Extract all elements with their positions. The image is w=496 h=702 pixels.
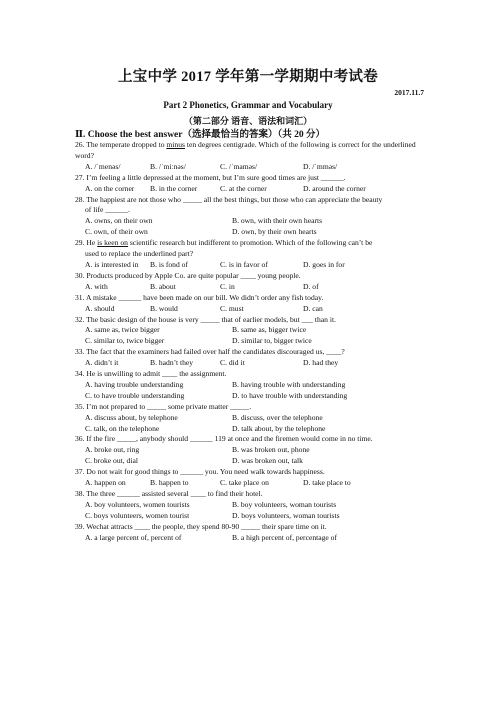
question-stem (75, 489, 423, 500)
stem-text: ten degrees centigrade. Which of the following is correct for the underlined word? (75, 140, 416, 160)
stem-text: The fact that the examiners had failed over half the candidates discouraged us, ____? (86, 347, 345, 357)
question-stem (75, 347, 423, 358)
answer-option: B. own, with their own hearts (232, 216, 323, 226)
answer-option: D. was broken out, talk (232, 456, 303, 466)
part-heading: Part 2 Phonetics, Grammar and Vocabulary (163, 100, 333, 110)
stem-text: If the fire _____, anybody should ______ 119 at once and the firemen would come in no time. (86, 434, 373, 444)
question-number: 36. (75, 434, 87, 444)
part-heading-chinese: （第二部分 语音、语法和词汇） (183, 116, 313, 126)
options-row (75, 533, 423, 544)
question-number: 30. (75, 270, 87, 280)
question-item (75, 402, 423, 435)
answer-option: D. own, by their own hearts (232, 227, 317, 237)
stem-text: Do not wait for good things to ______ you. You need walk towards happiness. (86, 467, 325, 477)
options-row (75, 184, 423, 195)
stem-text: The happiest are not those who _____ all the best things, but those who can appreciate the beauty (86, 194, 383, 204)
answer-option: D. can (303, 303, 323, 313)
answer-option: D. to have trouble with understanding (232, 390, 348, 400)
answer-option: A. should (85, 303, 115, 313)
stem-text: I’m not prepared to _____ some private matter _____. (86, 401, 252, 411)
question-number: 35. (75, 401, 87, 411)
answer-option: D. of (303, 281, 319, 291)
question-number: 26. (75, 140, 87, 149)
question-item (75, 522, 423, 544)
stem-text: Wechat attracts ____ the people, they spend 80-90 _____ their spare time on it. (86, 521, 327, 531)
answer-option: B. about (150, 281, 176, 291)
question-item (75, 467, 423, 489)
options-row (75, 500, 423, 511)
question-stem (75, 140, 423, 162)
answer-option: B. /ˈmiːnəs/ (150, 161, 186, 171)
question-number: 28. (75, 194, 87, 204)
answer-option: A. a large percent of, percent of (85, 532, 182, 542)
stem-text: I’m feeling a little depressed at the moment, but I’m sure good times are just ______. (86, 172, 346, 182)
answer-option: B. a high percent of, percentage of (232, 532, 337, 542)
answer-option: A. discuss about, by telephone (85, 412, 178, 422)
answer-option: A. happen on (85, 478, 126, 488)
options-row (75, 511, 423, 522)
question-item (75, 369, 423, 402)
options-row (75, 478, 423, 489)
options-row (75, 216, 423, 227)
options-row (75, 260, 423, 271)
stem-text: He is unwilling to admit ____ the assignment. (86, 369, 227, 379)
answer-option: A. owns, on their own (85, 216, 153, 226)
answer-option: A. is interested in (85, 259, 139, 269)
answer-option: C. talk, on the telephone (85, 423, 160, 433)
answer-option: B. discuss, over the telephone (232, 412, 323, 422)
question-item (75, 293, 423, 315)
question-item (75, 238, 423, 271)
options-row (75, 227, 423, 238)
question-list (75, 140, 423, 544)
answer-option: B. was broken out, phone (232, 445, 310, 455)
options-row (75, 456, 423, 467)
options-row (75, 424, 423, 435)
question-stem (75, 522, 423, 533)
options-row (75, 413, 423, 424)
answer-option: C. take place on (220, 478, 269, 488)
question-item (75, 315, 423, 348)
answer-option: B. boy volunteers, woman tourists (232, 499, 337, 509)
answer-option: C. must (220, 303, 244, 313)
question-stem (75, 293, 423, 304)
answer-option: D. take place to (303, 478, 351, 488)
stem-text: He (86, 238, 98, 248)
options-row (75, 162, 423, 173)
answer-option: A. with (85, 281, 108, 291)
question-stem (75, 402, 423, 413)
answer-option: D. similar to, bigger twice (232, 336, 312, 346)
answer-option: A. having trouble understanding (85, 379, 184, 389)
question-stem (75, 195, 423, 206)
answer-option: B. having trouble with understanding (232, 379, 346, 389)
question-stem (75, 173, 423, 184)
question-number: 33. (75, 347, 87, 357)
answer-option: C. own, of their own (85, 227, 148, 237)
answer-option: B. would (150, 303, 178, 313)
answer-option: A. same as, twice bigger (85, 325, 160, 335)
answer-option: A. broke out, ring (85, 445, 140, 455)
question-number: 27. (75, 172, 87, 182)
answer-option: C. is in favor of (220, 259, 268, 269)
options-row (75, 380, 423, 391)
stem-continuation: used to replace the underlined part? (85, 249, 194, 259)
question-item (75, 173, 423, 195)
question-stem (75, 315, 423, 326)
underlined-word: is keen on (97, 238, 128, 248)
answer-option: C. in (220, 281, 235, 291)
options-row (75, 336, 423, 347)
stem-text: The basic design of the house is very _____ that of earlier models, but ___ than it. (86, 314, 336, 324)
answer-option: C. at the corner (220, 183, 267, 193)
answer-option: C. similar to, twice bigger (85, 336, 165, 346)
options-row (75, 445, 423, 456)
answer-option: B. in the corner (150, 183, 198, 193)
options-row (75, 282, 423, 293)
exam-title: 上宝中学 2017 学年第一学期期中考试卷 (117, 69, 379, 85)
answer-option: C. broke out, dial (85, 456, 138, 466)
question-number: 32. (75, 314, 87, 324)
question-number: 31. (75, 292, 86, 302)
answer-option: B. is fond of (150, 259, 188, 269)
question-item (75, 434, 423, 467)
underlined-word: minus (166, 140, 185, 149)
question-stem (75, 434, 423, 445)
stem-text: Products produced by Apple Co. are quite popular ____ young people. (86, 270, 301, 280)
answer-option: D. goes in for (303, 259, 345, 269)
stem-text: scientific research but indifferent to promotion. Which of the following can’t be (127, 238, 373, 248)
question-item (75, 271, 423, 293)
answer-option: A. didn’t it (85, 358, 119, 368)
answer-option: D. had they (303, 358, 339, 368)
answer-option: A. on the corner (85, 183, 135, 193)
stem-text: The three ______ assisted several ____ to find their hotel. (86, 489, 263, 498)
question-stem (75, 369, 423, 380)
answer-option: C. did it (220, 358, 245, 368)
options-row (75, 391, 423, 402)
question-stem (75, 238, 423, 249)
question-stem (75, 271, 423, 282)
options-row (75, 304, 423, 315)
answer-option: A. boy volunteers, women tourists (85, 499, 190, 509)
answer-option: D. boys volunteers, woman tourists (232, 510, 340, 520)
question-item (75, 195, 423, 239)
options-row (75, 325, 423, 336)
answer-option: B. hadn’t they (150, 358, 194, 368)
question-item (75, 489, 423, 522)
stem-text: The temperate dropped to (86, 140, 167, 149)
question-number: 39. (75, 521, 87, 531)
exam-date: 2017.11.7 (394, 88, 424, 97)
question-item (75, 347, 423, 369)
question-number: 38. (75, 489, 87, 498)
question-stem (75, 467, 423, 478)
answer-option: C. /ˈmaməs/ (220, 161, 258, 171)
question-item (75, 140, 423, 173)
answer-option: C. boys volunteers, women tourist (85, 510, 190, 520)
stem-continuation: of life ______. (85, 205, 130, 215)
answer-option: C. to have trouble understanding (85, 390, 185, 400)
answer-option: D. talk about, by the telephone (232, 423, 326, 433)
question-number: 34. (75, 369, 87, 379)
stem-text: A mistake ______ have been made on our bill. We didn’t order any fish today. (85, 292, 324, 302)
question-number: 37. (75, 467, 87, 477)
answer-option: D. /ˈmməs/ (303, 161, 338, 171)
answer-option: B. same as, bigger twice (232, 325, 307, 335)
answer-option: B. happen to (150, 478, 189, 488)
section-heading: Ⅱ. Choose the best answer（选择最恰当的答案）（共 20 分） (75, 130, 325, 140)
options-row (75, 358, 423, 369)
question-number: 29. (75, 238, 87, 248)
answer-option: A. /ˈmenəs/ (85, 161, 121, 171)
answer-option: D. around the corner (303, 183, 366, 193)
